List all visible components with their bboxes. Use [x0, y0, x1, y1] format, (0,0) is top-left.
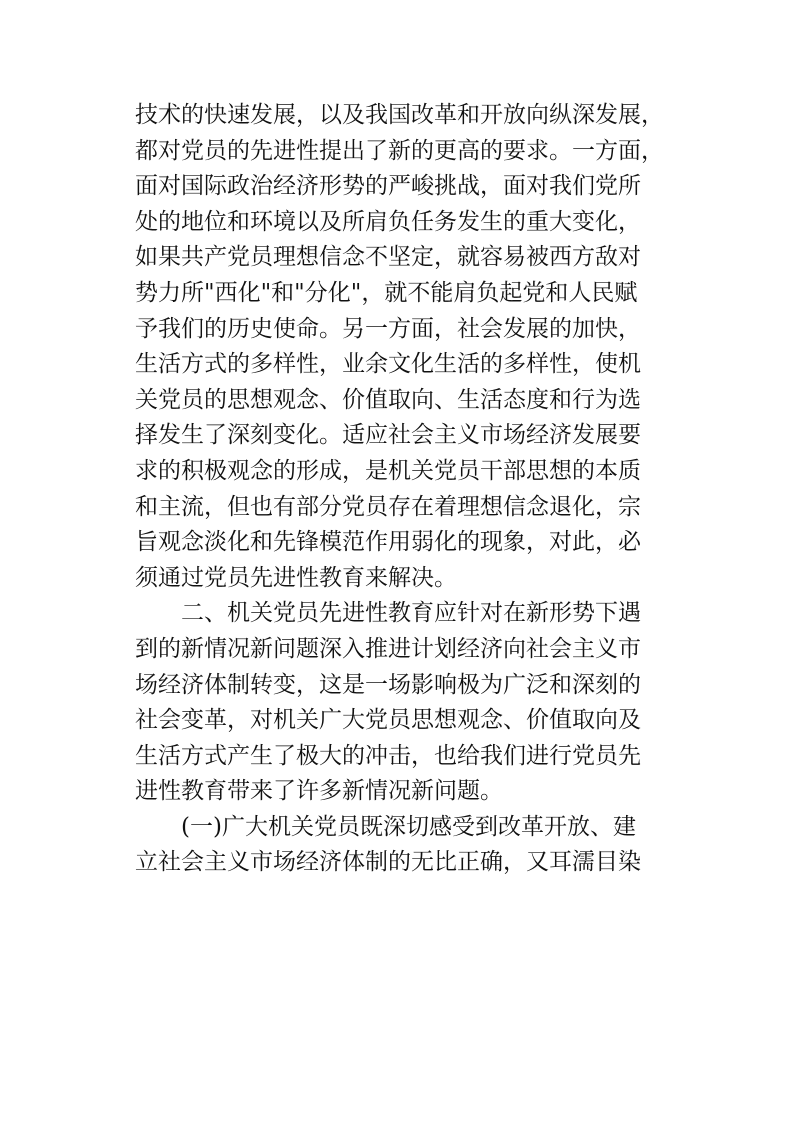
- text-line: 处的地位和环境以及所肩负任务发生的重大变化，: [135, 208, 641, 235]
- text-line: 进性教育带来了许多新情况新问题。: [135, 778, 503, 805]
- text-line: 和主流，但也有部分党员存在着理想信念退化，宗: [135, 493, 641, 520]
- text-line: 择发生了深刻变化。适应社会主义市场经济发展要: [135, 422, 641, 449]
- text-line: 立社会主义市场经济体制的无比正确，又耳濡目染: [135, 849, 641, 876]
- text-line: 生活方式产生了极大的冲击，也给我们进行党员先: [135, 742, 641, 769]
- subsection-heading-line: (一)广大机关党员既深切感受到改革开放、建: [181, 813, 636, 840]
- text-line: 面对国际政治经济形势的严峻挑战，面对我们党所: [135, 173, 641, 200]
- text-line: 场经济体制转变，这是一场影响极为广泛和深刻的: [135, 671, 641, 698]
- text-line: 关党员的思想观念、价值取向、生活态度和行为选: [135, 386, 641, 413]
- text-line: 须通过党员先进性教育来解决。: [135, 564, 457, 591]
- text-line: 势力所"西化"和"分化"，就不能肩负起党和人民赋: [135, 279, 638, 306]
- text-line: 旨观念淡化和先锋模范作用弱化的现象，对此，必: [135, 529, 641, 556]
- text-line: 求的积极观念的形成，是机关党员干部思想的本质: [135, 457, 641, 484]
- text-line: 都对党员的先进性提出了新的更高的要求。一方面，: [135, 137, 664, 164]
- document-body: [135, 98, 675, 881]
- text-line: 予我们的历史使命。另一方面，社会发展的加快，: [135, 315, 641, 342]
- text-line: 到的新情况新问题深入推进计划经济向社会主义市: [135, 635, 641, 662]
- text-line: 技术的快速发展，以及我国改革和开放向纵深发展，: [135, 102, 664, 128]
- text-line: 如果共产党员理想信念不坚定，就容易被西方敌对: [135, 244, 641, 271]
- text-line: 生活方式的多样性，业余文化生活的多样性，使机: [135, 351, 641, 378]
- section-heading-line: 二、机关党员先进性教育应针对在新形势下遇: [181, 600, 641, 627]
- text-line: 社会变革，对机关广大党员思想观念、价值取向及: [135, 707, 641, 734]
